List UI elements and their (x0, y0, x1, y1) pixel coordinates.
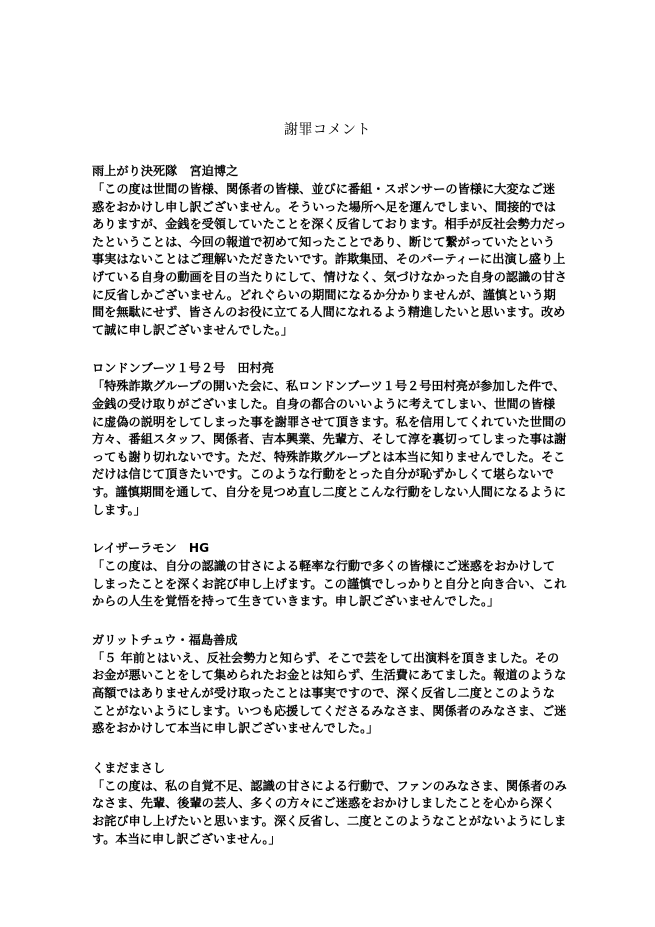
apology-statement: 「５ 年前とはいえ、反社会勢力と知らず、そこで芸をして出演料を頂きました。そのお金が悪いことをして集められたお金とは知らず、生活費にあてました。報道のような高額ではありませんが受け取ったことは事実ですので、深く反省し二度とこのようなことがないようにします。いつも応援してくださるみなさま、関係者のみなさま、ご迷惑をおかけして本当に申し訳ございませんでした。」 (92, 650, 567, 736)
apology-section-miyasako (92, 161, 567, 339)
apology-section-kumada (92, 758, 567, 848)
speaker-name: レイザーラモン HG (92, 541, 210, 556)
document-title: 謝罪コメント (284, 122, 371, 138)
speaker-name: ガリットチュウ・福島善成 (92, 632, 238, 647)
speaker-name: 雨上がり決死隊 宮迫博之 (92, 164, 239, 178)
apology-section-tamura (92, 358, 567, 519)
apology-section-fukushima (92, 630, 567, 738)
speaker-name: くまだまさし (92, 760, 166, 775)
apology-statement: 「特殊詐欺グループの開いた会に、私ロンドンブーツ１号２号田村亮が参加した件で、金銭の受け取りがございました。自身の都合のいいように考えてしまい、世間の皆様に虚偽の説明をしてしまった事を謝罪させて頂きます。私を信用してくれていた世間の方々、番組スタッフ、関係者、吉本興業、先輩方、そして淳を裏切ってしまった事は謝っても謝り切れないです。ただ、特殊詐欺グループとは本当に知りませんでした。そこだけは信じて頂きたいです。このような行動をとった自分が恥ずかしくて堪らないです。謹慎期間を通して、自分を見つめ直し二度とこんな行動をしない人間になるようにします。」 (92, 379, 567, 517)
apology-statement: 「この度は世間の皆様、関係者の皆様、並びに番組・スポンサーの皆様に大変なご迷惑をおかけし申し訳ございません。そういった場所へ足を運んでしまい、間接的ではありますが、金銭を受領していたことを深く反省しております。相手が反社会勢力だったということは、今回の報道で初めて知ったことであり、断じて繋がっていたという事実はないことはご理解いただきたいです。詐欺集団、そのパーティーに出演し盛り上げている自身の動画を目の当たりにして、情けなく、気づけなかった自身の認識の甘さに反省しかございません。どれぐらいの期間になるか分かりませんが、謹慎という期間を無駄にせず、皆さんのお役に立てる人間になれるよう精進したいと思います。改めて誠に申し訳ございませんでした。」 (92, 182, 567, 337)
apology-section-hg (92, 538, 567, 611)
speaker-name: ロンドンブーツ１号２号 田村亮 (92, 361, 274, 376)
apology-statement: 「この度は、私の自覚不足、認識の甘さによる行動で、ファンのみなさま、関係者のみなさま、先輩、後輩の芸人、多くの方々にご迷惑をおかけしましたことを心から深くお詫び申し上げたいと思います。深く反省し、二度とこのようなことがないようにします。本当に申し訳ございません。」 (92, 778, 567, 846)
document-body (92, 161, 567, 868)
apology-statement: 「この度は、自分の認識の甘さによる軽率な行動で多くの皆様にご迷惑をおかけしてしまったことを深くお詫び申し上げます。この謹慎でしっかりと自分と向き合い、これからの人生を覚悟を持って生きていきます。申し訳ございませんでした。」 (92, 559, 567, 609)
